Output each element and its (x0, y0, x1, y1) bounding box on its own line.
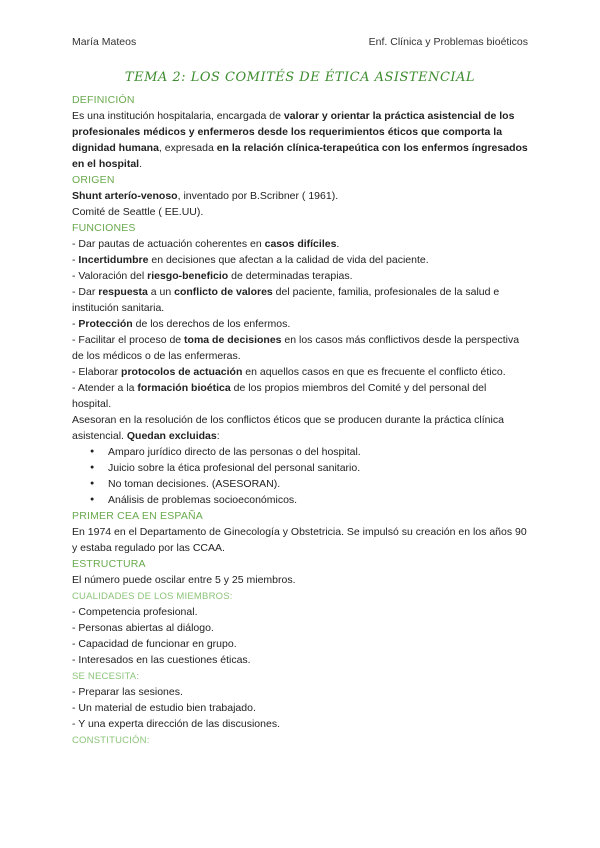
document-title: TEMA 2: LOS COMITÉS DE ÉTICA ASISTENCIAL (124, 70, 476, 85)
list-item: - Y una experta dirección de las discusiones. (72, 718, 280, 730)
list-item: - Interesados en las cuestiones éticas. (72, 654, 251, 666)
funcion-item: - Atender a la formación bioética de los propios miembros del Comité y del personal del hospital. (72, 382, 487, 410)
list-item: - Preparar las sesiones. (72, 686, 183, 698)
heading-definicion: DEFINICIÓN (72, 94, 135, 106)
paragraph-origen: Shunt arterío-venoso, inventado por B.Scribner ( 1961). (72, 190, 339, 202)
heading-estructura: ESTRUCTURA (72, 558, 146, 570)
list-item: ● No toman decisiones. (ASESORAN). (108, 476, 528, 492)
heading-constitucion: CONSTITUCIÓN: (72, 735, 150, 746)
list-item: ● Juicio sobre la ética profesional del personal sanitario. (108, 460, 528, 476)
funcion-item: - Protección de los derechos de los enfermos. (72, 318, 291, 330)
funcion-item: - Facilitar el proceso de toma de decisiones en los casos más conflictivos desde la perspectiva de los médicos o de las enfermeras. (72, 334, 520, 362)
list-item: - Personas abiertas al diálogo. (72, 622, 214, 634)
paragraph-estructura: El número puede oscilar entre 5 y 25 miembros. (72, 574, 296, 586)
paragraph-asesoran: Asesoran en la resolución de los conflictos éticos que se producen durante la práctica clínica asistencial. Quedan excluidas: (72, 414, 504, 442)
list-item: ● Amparo jurídico directo de las personas o del hospital. (108, 444, 528, 460)
funcion-item: - Incertidumbre en decisiones que afectan a la calidad de vida del paciente. (72, 254, 429, 266)
list-item: - Un material de estudio bien trabajado. (72, 702, 256, 714)
page-header (72, 36, 528, 48)
paragraph-primer-cea: En 1974 en el Departamento de Ginecología y Obstetricia. Se impulsó su creación en los años 90 y estaba regulado por las CCAA. (72, 526, 527, 554)
funcion-item: - Dar pautas de actuación coherentes en casos difíciles. (72, 238, 340, 250)
subject-name: Enf. Clínica y Problemas bioéticos (368, 36, 528, 48)
list-item: ● Análisis de problemas socioeconómicos. (108, 492, 528, 508)
paragraph-origen-2: Comité de Seattle ( EE.UU). (72, 206, 204, 218)
heading-origen: ORIGEN (72, 174, 115, 186)
funcion-item: - Dar respuesta a un conflicto de valores del paciente, familia, profesionales de la salud e institución sanitaria. (72, 286, 500, 314)
list-item: - Capacidad de funcionar en grupo. (72, 638, 237, 650)
heading-funciones: FUNCIONES (72, 222, 136, 234)
excluidas-list (72, 444, 528, 508)
paragraph-definicion: Es una institución hospitalaria, encargada de valorar y orientar la práctica asistencial de los profesionales médicos y enfermeros desde los requerimientos éticos que comporta la dignidad humana, expresada en la relación clínica-terapeútica con los enfermos íngresados en el hospital. (72, 110, 528, 170)
funcion-item: - Valoración del riesgo-beneficio de determinadas terapias. (72, 270, 353, 282)
heading-cualidades: CUALIDADES DE LOS MIEMBROS: (72, 591, 233, 602)
author-name: María Mateos (72, 36, 137, 48)
funcion-item: - Elaborar protocolos de actuación en aquellos casos en que es frecuente el conflicto ético. (72, 366, 506, 378)
heading-se-necesita: SE NECESITA: (72, 671, 140, 682)
heading-primer-cea: PRIMER CEA EN ESPAÑA (72, 510, 204, 522)
list-item: - Competencia profesional. (72, 606, 198, 618)
